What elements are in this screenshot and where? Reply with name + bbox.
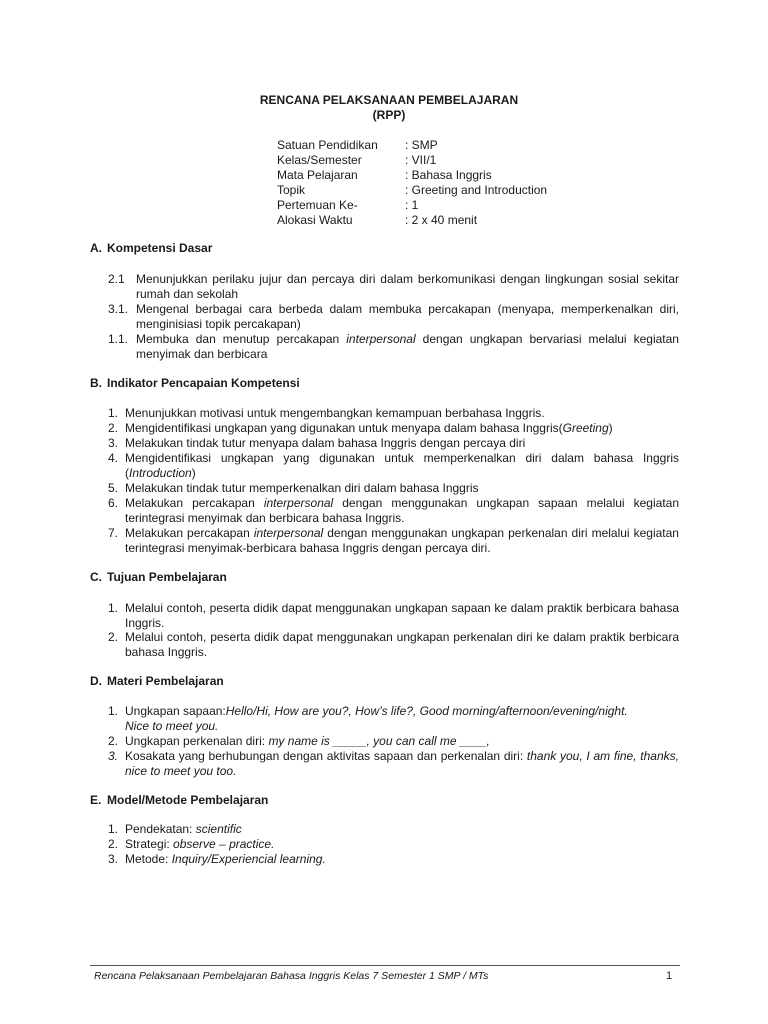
identity-row [277, 168, 547, 183]
section-b-heading [90, 376, 300, 391]
item-text: Ungkapan perkenalan diri: my name is _____, you can call me ____, [125, 734, 490, 748]
list-item [108, 332, 679, 362]
section-title: Materi Pembelajaran [107, 674, 224, 688]
identity-value: : Greeting and Introduction [405, 183, 548, 197]
identity-row [277, 153, 547, 168]
title-line-2: (RPP) [372, 108, 406, 122]
list-item [108, 436, 679, 451]
identity-value: : VII/1 [405, 153, 437, 167]
list-item [108, 630, 679, 660]
item-text: Menunjukkan motivasi untuk mengembangkan kemampuan berbahasa Inggris. [125, 406, 545, 420]
item-text: Melakukan percakapan interpersonal dengan menggunakan ungkapan sapaan melalui kegiatan terintegrasi menyimak dan berbicara bahasa Inggris. [125, 496, 679, 525]
section-letter: A. [90, 241, 102, 255]
identity-key: Kelas/Semester [277, 153, 362, 167]
item-text: Melakukan tindak tutur menyapa dalam bahasa Inggris dengan percaya diri [125, 436, 526, 450]
section-letter: B. [90, 376, 102, 390]
item-number: 1. [108, 406, 119, 420]
item-text: Ungkapan sapaan:Hello/Hi, How are you?, How’s life?, Good morning/afternoon/evening/night. Nice to meet you. [125, 704, 628, 733]
item-text: Menunjukkan perilaku jujur dan percaya diri dalam berkomunikasi dengan lingkungan sosial sekitar rumah dan sekolah [136, 272, 679, 301]
identity-value: : 1 [405, 198, 419, 212]
item-number: 2. [108, 421, 119, 435]
identity-value: : SMP [405, 138, 438, 152]
item-text: Mengenal berbagai cara berbeda dalam membuka percakapan (menyapa, memperkenalkan diri, menginisiasi topik percakapan) [136, 302, 679, 331]
list-item [108, 496, 679, 526]
item-text: Melalui contoh, peserta didik dapat menggunakan ungkapan sapaan ke dalam praktik berbicara bahasa Inggris. [125, 601, 679, 630]
section-c-heading [90, 570, 227, 585]
list-item [108, 406, 679, 421]
list-item [108, 852, 679, 867]
list-item [108, 601, 679, 631]
item-number: 5. [108, 481, 119, 495]
identity-key: Mata Pelajaran [277, 168, 358, 182]
list-item [108, 421, 679, 436]
section-e-heading [90, 793, 268, 808]
identity-key: Topik [277, 183, 306, 197]
footer-text: Rencana Pelaksanaan Pembelajaran Bahasa Inggris Kelas 7 Semester 1 SMP / MTs [94, 970, 489, 982]
item-text: Pendekatan: scientific [125, 822, 242, 836]
identity-key: Alokasi Waktu [277, 213, 353, 227]
item-number: 3. [108, 749, 119, 763]
list-item [108, 272, 679, 302]
item-number: 1. [108, 704, 119, 718]
page-number: 1 [666, 970, 673, 982]
item-number: 4. [108, 451, 119, 465]
item-text: Melakukan tindak tutur memperkenalkan diri dalam bahasa Inggris [125, 481, 479, 495]
item-text: Mengidentifikasi ungkapan yang digunakan untuk memperkenalkan diri dalam bahasa Inggris (Introduction) [125, 451, 679, 480]
list-item [108, 822, 679, 837]
item-number: 2. [108, 837, 119, 851]
item-text: Melakukan percakapan interpersonal dengan menggunakan ungkapan perkenalan diri melalui kegiatan terintegrasi menyimak-berbicara bahasa Inggris dengan percaya diri. [125, 526, 679, 555]
document-title [0, 93, 768, 123]
item-text: Mengidentifikasi ungkapan yang digunakan untuk menyapa dalam bahasa Inggris(Greeting) [125, 421, 613, 435]
item-text: Strategi: observe – practice. [125, 837, 275, 851]
item-number: 2. [108, 630, 119, 644]
item-text: Metode: Inquiry/Experiencial learning. [125, 852, 326, 866]
item-number: 1. [108, 822, 119, 836]
list-item [108, 734, 679, 749]
list-item [108, 481, 679, 496]
list-item [108, 749, 679, 779]
title-line-1: RENCANA PELAKSANAAN PEMBELAJARAN [259, 93, 519, 107]
identity-key: Satuan Pendidikan [277, 138, 378, 152]
item-number: 7. [108, 526, 119, 540]
identity-key: Pertemuan Ke- [277, 198, 358, 212]
identity-row [277, 198, 547, 213]
item-number: 3. [108, 436, 119, 450]
item-text: Melalui contoh, peserta didik dapat menggunakan ungkapan perkenalan diri ke dalam praktik berbicara bahasa Inggris. [125, 630, 679, 659]
item-number: 1.1. [108, 332, 129, 346]
section-letter: C. [90, 570, 102, 584]
section-letter: D. [90, 674, 102, 688]
section-letter: E. [90, 793, 102, 807]
identity-row [277, 213, 547, 228]
footer-divider [90, 965, 680, 966]
section-title: Tujuan Pembelajaran [107, 570, 227, 584]
item-number: 1. [108, 601, 119, 615]
identity-row [277, 183, 547, 198]
list-item [108, 526, 679, 556]
list-item [108, 451, 679, 481]
section-d-heading [90, 674, 224, 689]
section-title: Model/Metode Pembelajaran [107, 793, 269, 807]
item-number: 3.1. [108, 302, 129, 316]
identity-value: : Bahasa Inggris [405, 168, 492, 182]
item-number: 2. [108, 734, 119, 748]
item-number: 3. [108, 852, 119, 866]
identity-row [277, 138, 547, 153]
section-title: Indikator Pencapaian Kompetensi [107, 376, 300, 390]
list-item [108, 704, 679, 734]
identity-table [277, 138, 547, 228]
section-title: Kompetensi Dasar [107, 241, 213, 255]
list-item [108, 837, 679, 852]
list-item [108, 302, 679, 332]
section-a-heading [90, 241, 212, 256]
item-number: 2.1 [108, 272, 125, 286]
identity-value: : 2 x 40 menit [405, 213, 478, 227]
item-number: 6. [108, 496, 119, 510]
item-text: Membuka dan menutup percakapan interpersonal dengan ungkapan bervariasi melalui kegiatan menyimak dan berbicara [136, 332, 679, 361]
item-text: Kosakata yang berhubungan dengan aktivitas sapaan dan perkenalan diri: thank you, I am fine, thanks, nice to meet you too. [125, 749, 679, 778]
